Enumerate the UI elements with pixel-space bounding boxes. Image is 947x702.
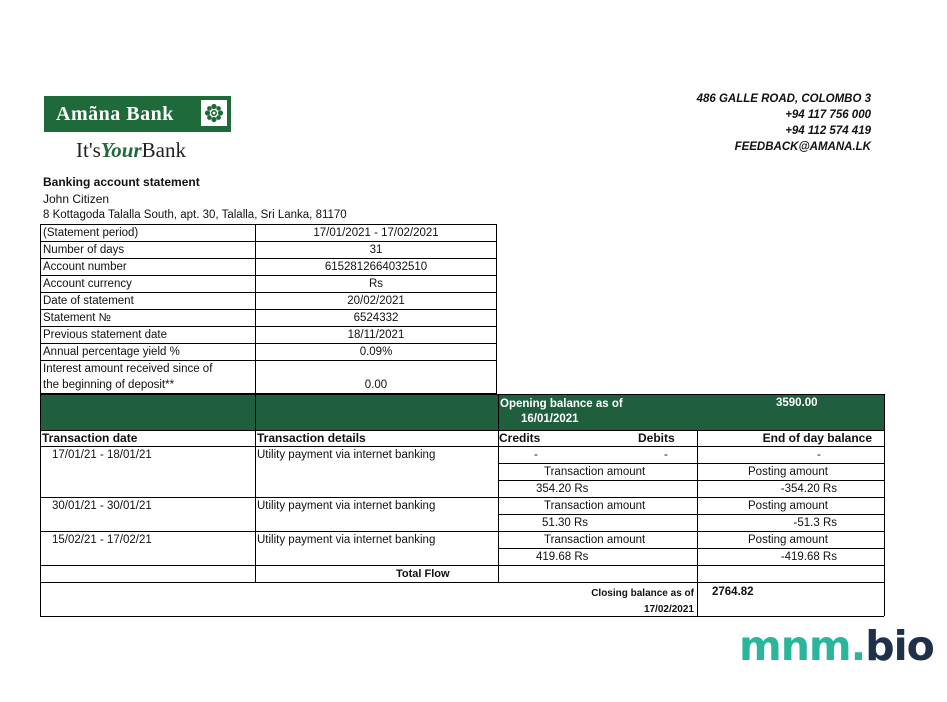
info-row bbox=[41, 276, 497, 293]
interest-row bbox=[41, 361, 497, 394]
opening-balance-value: 3590.00 bbox=[776, 397, 818, 409]
info-label: (Statement period) bbox=[41, 225, 256, 242]
info-value: 6152812664032510 bbox=[256, 259, 497, 276]
info-row bbox=[41, 344, 497, 361]
txn-amount-label: Transaction amount bbox=[544, 534, 646, 546]
rule bbox=[498, 394, 499, 582]
txn-details: Utility payment via internet banking bbox=[257, 449, 436, 461]
watermark-part-1: mnm. bbox=[739, 622, 866, 670]
credit-dash: - bbox=[534, 449, 538, 461]
opening-balance-label bbox=[500, 397, 680, 427]
debit-dash: - bbox=[664, 449, 668, 461]
bank-address: 486 GALLE ROAD, COLOMBO 3 bbox=[696, 93, 871, 105]
bank-tagline bbox=[76, 138, 186, 163]
account-info-table bbox=[40, 224, 497, 394]
info-label: Date of statement bbox=[41, 293, 256, 310]
watermark-logo bbox=[739, 622, 934, 670]
rule bbox=[40, 394, 884, 395]
closing-balance-label bbox=[576, 586, 694, 618]
info-value: Rs bbox=[256, 276, 497, 293]
watermark-part-2: bio bbox=[865, 622, 934, 670]
opening-balance-bar bbox=[40, 394, 884, 430]
col-header-credits: Credits bbox=[499, 431, 541, 445]
interest-label bbox=[41, 361, 256, 394]
posting-amount-label: Posting amount bbox=[748, 466, 828, 478]
txn-date: 30/01/21 - 30/01/21 bbox=[52, 500, 152, 512]
rule bbox=[40, 616, 884, 617]
info-row bbox=[41, 293, 497, 310]
info-row bbox=[41, 259, 497, 276]
info-value: 17/01/2021 - 17/02/2021 bbox=[256, 225, 497, 242]
col-header-date: Transaction date bbox=[42, 431, 138, 445]
info-label: Account number bbox=[41, 259, 256, 276]
txn-amount-label: Transaction amount bbox=[544, 466, 646, 478]
transactions-ledger bbox=[40, 394, 884, 616]
txn-amount-label: Transaction amount bbox=[544, 500, 646, 512]
rule bbox=[697, 430, 698, 582]
info-row bbox=[41, 310, 497, 327]
bank-logo bbox=[44, 96, 231, 132]
txn-amount: 51.30 Rs bbox=[542, 517, 589, 529]
flower-emblem-icon bbox=[201, 100, 227, 126]
bank-phone-1: +94 117 756 000 bbox=[785, 109, 871, 121]
rule bbox=[40, 565, 884, 566]
info-value: 0.09% bbox=[256, 344, 497, 361]
statement-title: Banking account statement bbox=[43, 175, 200, 189]
posting-amount-label: Posting amount bbox=[748, 500, 828, 512]
opening-label-line-1: Opening balance as of bbox=[500, 398, 623, 410]
bank-phone-2: +94 112 574 419 bbox=[785, 125, 871, 137]
txn-amount: 354.20 Rs bbox=[536, 483, 589, 495]
info-row bbox=[41, 242, 497, 259]
txn-details: Utility payment via internet banking bbox=[257, 534, 436, 546]
col-header-details: Transaction details bbox=[257, 431, 366, 445]
closing-label-line-1: Closing balance as of bbox=[591, 588, 694, 599]
interest-label-line-2: the beginning of deposit** bbox=[43, 379, 175, 391]
bank-contact bbox=[697, 91, 871, 155]
rule bbox=[884, 394, 885, 616]
interest-label-line-1: Interest amount received since of bbox=[43, 363, 213, 375]
rule bbox=[40, 446, 884, 447]
txn-amount: 419.68 Rs bbox=[536, 551, 589, 563]
balance-dash: - bbox=[817, 449, 821, 461]
tagline-pre: It's bbox=[76, 138, 101, 162]
posting-amount: -419.68 Rs bbox=[780, 551, 837, 563]
txn-date: 15/02/21 - 17/02/21 bbox=[52, 534, 152, 546]
total-flow-label: Total Flow bbox=[396, 568, 450, 580]
closing-label-line-2: 17/02/2021 bbox=[643, 604, 694, 615]
info-value: 20/02/2021 bbox=[256, 293, 497, 310]
txn-date: 17/01/21 - 18/01/21 bbox=[52, 449, 152, 461]
bank-name: Amãna Bank bbox=[56, 102, 174, 125]
info-label: Number of days bbox=[41, 242, 256, 259]
rule bbox=[40, 582, 884, 583]
opening-label-line-2: 16/01/2021 bbox=[521, 413, 579, 425]
info-label: Previous statement date bbox=[41, 327, 256, 344]
info-value: 6524332 bbox=[256, 310, 497, 327]
col-header-debits: Debits bbox=[638, 431, 675, 445]
col-header-balance: End of day balance bbox=[762, 431, 872, 445]
posting-amount: -51.3 Rs bbox=[793, 517, 837, 529]
info-label: Annual percentage yield % bbox=[41, 344, 256, 361]
info-value: 18/11/2021 bbox=[256, 327, 497, 344]
txn-details: Utility payment via internet banking bbox=[257, 500, 436, 512]
rule bbox=[697, 582, 698, 616]
posting-amount-label: Posting amount bbox=[748, 534, 828, 546]
tagline-your: Your bbox=[100, 138, 142, 162]
info-label: Statement № bbox=[41, 310, 256, 327]
holder-address: 8 Kottagoda Talalla South, apt. 30, Talalla, Sri Lanka, 81170 bbox=[43, 209, 347, 221]
info-value: 31 bbox=[256, 242, 497, 259]
info-label: Account currency bbox=[41, 276, 256, 293]
tagline-post: Bank bbox=[141, 138, 186, 162]
rule bbox=[40, 430, 884, 431]
rule bbox=[255, 394, 256, 582]
bank-email: FEEDBACK@AMANA.LK bbox=[734, 141, 871, 153]
info-row bbox=[41, 225, 497, 242]
closing-balance-value: 2764.82 bbox=[712, 586, 754, 598]
holder-name: John Citizen bbox=[43, 192, 110, 206]
info-row bbox=[41, 327, 497, 344]
posting-amount: -354.20 Rs bbox=[780, 483, 837, 495]
interest-value: 0.00 bbox=[256, 361, 497, 394]
